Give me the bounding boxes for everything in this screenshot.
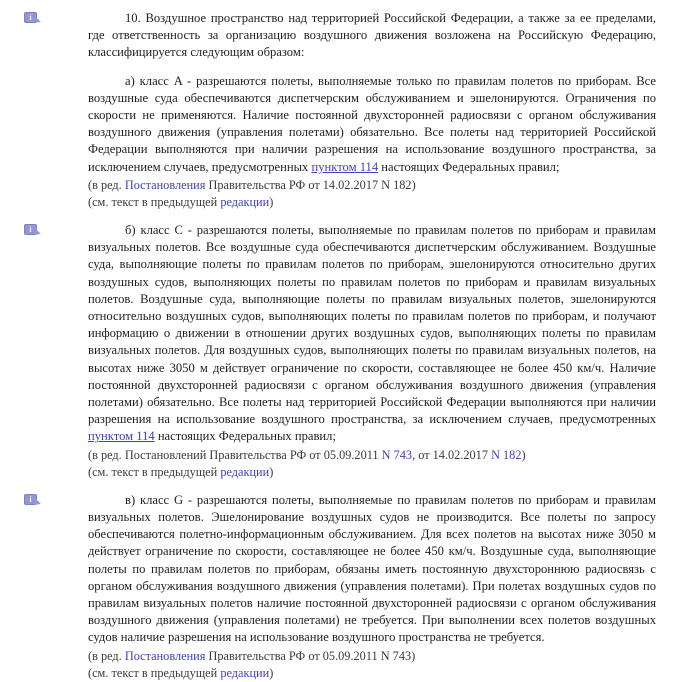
paragraph-class-g-block — [29, 492, 656, 682]
link-n-182[interactable]: N 182 — [491, 447, 522, 462]
link-redakcia[interactable]: редакции — [220, 465, 270, 480]
info-icon: i — [29, 13, 32, 22]
link-postanovlenie[interactable]: Постановления — [124, 648, 206, 663]
edition-note-class-g: (в ред. Постановления Правительства РФ от 05.09.2011 N 743) — [88, 648, 416, 663]
edition-note-class-a: (в ред. Постановления Правительства РФ от 14.02.2017 N 182) — [88, 177, 416, 192]
info-note-icon[interactable] — [24, 12, 37, 23]
document-page — [0, 10, 700, 681]
paragraph-class-a-text: а) класс A - разрешаются полеты, выполняемые только по правилам полетов по приборам. Все воздушные суда обеспечиваются диспетчерским обслуживанием и эшелонируются. Ограничения по скорости не применяются. Наличие постоянной двухсторонней радиосвязи с органом обслуживания воздушного движения (управления полетами) обязательно. Все полеты над территорией Российской Федерации выполняются при наличии разрешения на использование воздушного пространства, за исключением случаев, предусмотренных пунктом 114 настоящих Федеральных правил; — [88, 73, 656, 174]
paragraph-class-g-text: в) класс G - разрешаются полеты, выполняемые по правилам полетов по приборам и правилам визуальных полетов. Эшелонирование воздушных судов не производится. Все полеты по запросу обеспечиваются полетно-информационным обслуживанием. Для всех полетов на высотах ниже 3050 м действует ограничение по скорости, составляющее не более 450 км/ч. Воздушные суда, выполняющие полеты по правилам полетов по приборам, обязаны иметь постоянную двухстороннюю радиосвязь с органом обслуживания воздушного движения (управления полетами). При полетах воздушных судов по правилам визуальных полетов наличие постоянной двухсторонней радиосвязи с органом обслуживания воздушного движения (управления полетами) не требуется. При выполнении всех полетов воздушных судов наличие разрешения на использование воздушного пространства не требуется. — [88, 492, 656, 645]
info-icon: i — [29, 225, 32, 235]
see-previous-note-class-g: (см. текст в предыдущей редакции) — [88, 666, 274, 681]
link-punkt-114[interactable]: пунктом 114 — [88, 429, 155, 444]
document-content — [29, 10, 656, 682]
link-punkt-114[interactable]: пунктом 114 — [311, 159, 379, 174]
see-previous-note-class-a: (см. текст в предыдущей редакции) — [88, 195, 274, 210]
link-postanovlenie[interactable]: Постановления — [124, 177, 206, 192]
link-n-743[interactable]: N 743 — [381, 447, 413, 462]
info-note-icon[interactable] — [24, 224, 37, 235]
paragraph-class-c-block — [29, 222, 656, 481]
edition-note-class-c: (в ред. Постановлений Правительства РФ от 05.09.2011 N 743, от 14.02.2017 N 182) — [88, 447, 526, 462]
paragraph-10-text: 10. Воздушное пространство над территорией Российской Федерации, а также за ее пределами, где ответственность за организацию воздушного движения возложена на Российскую Федерацию, классифицируется следующим образом: — [88, 11, 656, 60]
link-redakcia[interactable]: редакции — [220, 195, 270, 210]
paragraph-class-c-text: б) класс C - разрешаются полеты, выполняемые по правилам полетов по приборам и правилам визуальных полетов. Все воздушные суда обеспечиваются диспетчерским обслуживанием. Воздушные суда, выполняющие полеты по правилам полетов по приборам, эшелонируются относительно других воздушных судов, выполняющих полеты по правилам полетов по приборам и правилам визуальных полетов. Воздушные суда, выполняющие полеты по правилам визуальных полетов, эшелонируются относительно воздушных судов, выполняющих полеты по правилам полетов по приборам, и получают информацию о движении в отношении других воздушных судов, выполняющих полеты по правилам визуальных полетов. Для воздушных судов, выполняющих полеты по правилам визуальных полетов, на высотах ниже 3050 м действует ограничение по скорости, составляющее не более 450 км/ч. Наличие постоянной двухсторонней радиосвязи с органом обслуживания воздушного движения (управления полетами) обязательно. Все полеты над территорией Российской Федерации выполняются при наличии разрешения на использование воздушного пространства, за исключением случаев, предусмотренных пунктом 114 настоящих Федеральных правил; — [88, 223, 656, 444]
see-previous-note-class-c: (см. текст в предыдущей редакции) — [88, 465, 274, 480]
info-icon: i — [29, 494, 32, 504]
paragraph-class-a-block — [88, 73, 656, 211]
link-redakcia[interactable]: редакции — [220, 666, 270, 681]
paragraph-10-block — [29, 10, 656, 62]
info-note-icon[interactable] — [24, 494, 37, 505]
